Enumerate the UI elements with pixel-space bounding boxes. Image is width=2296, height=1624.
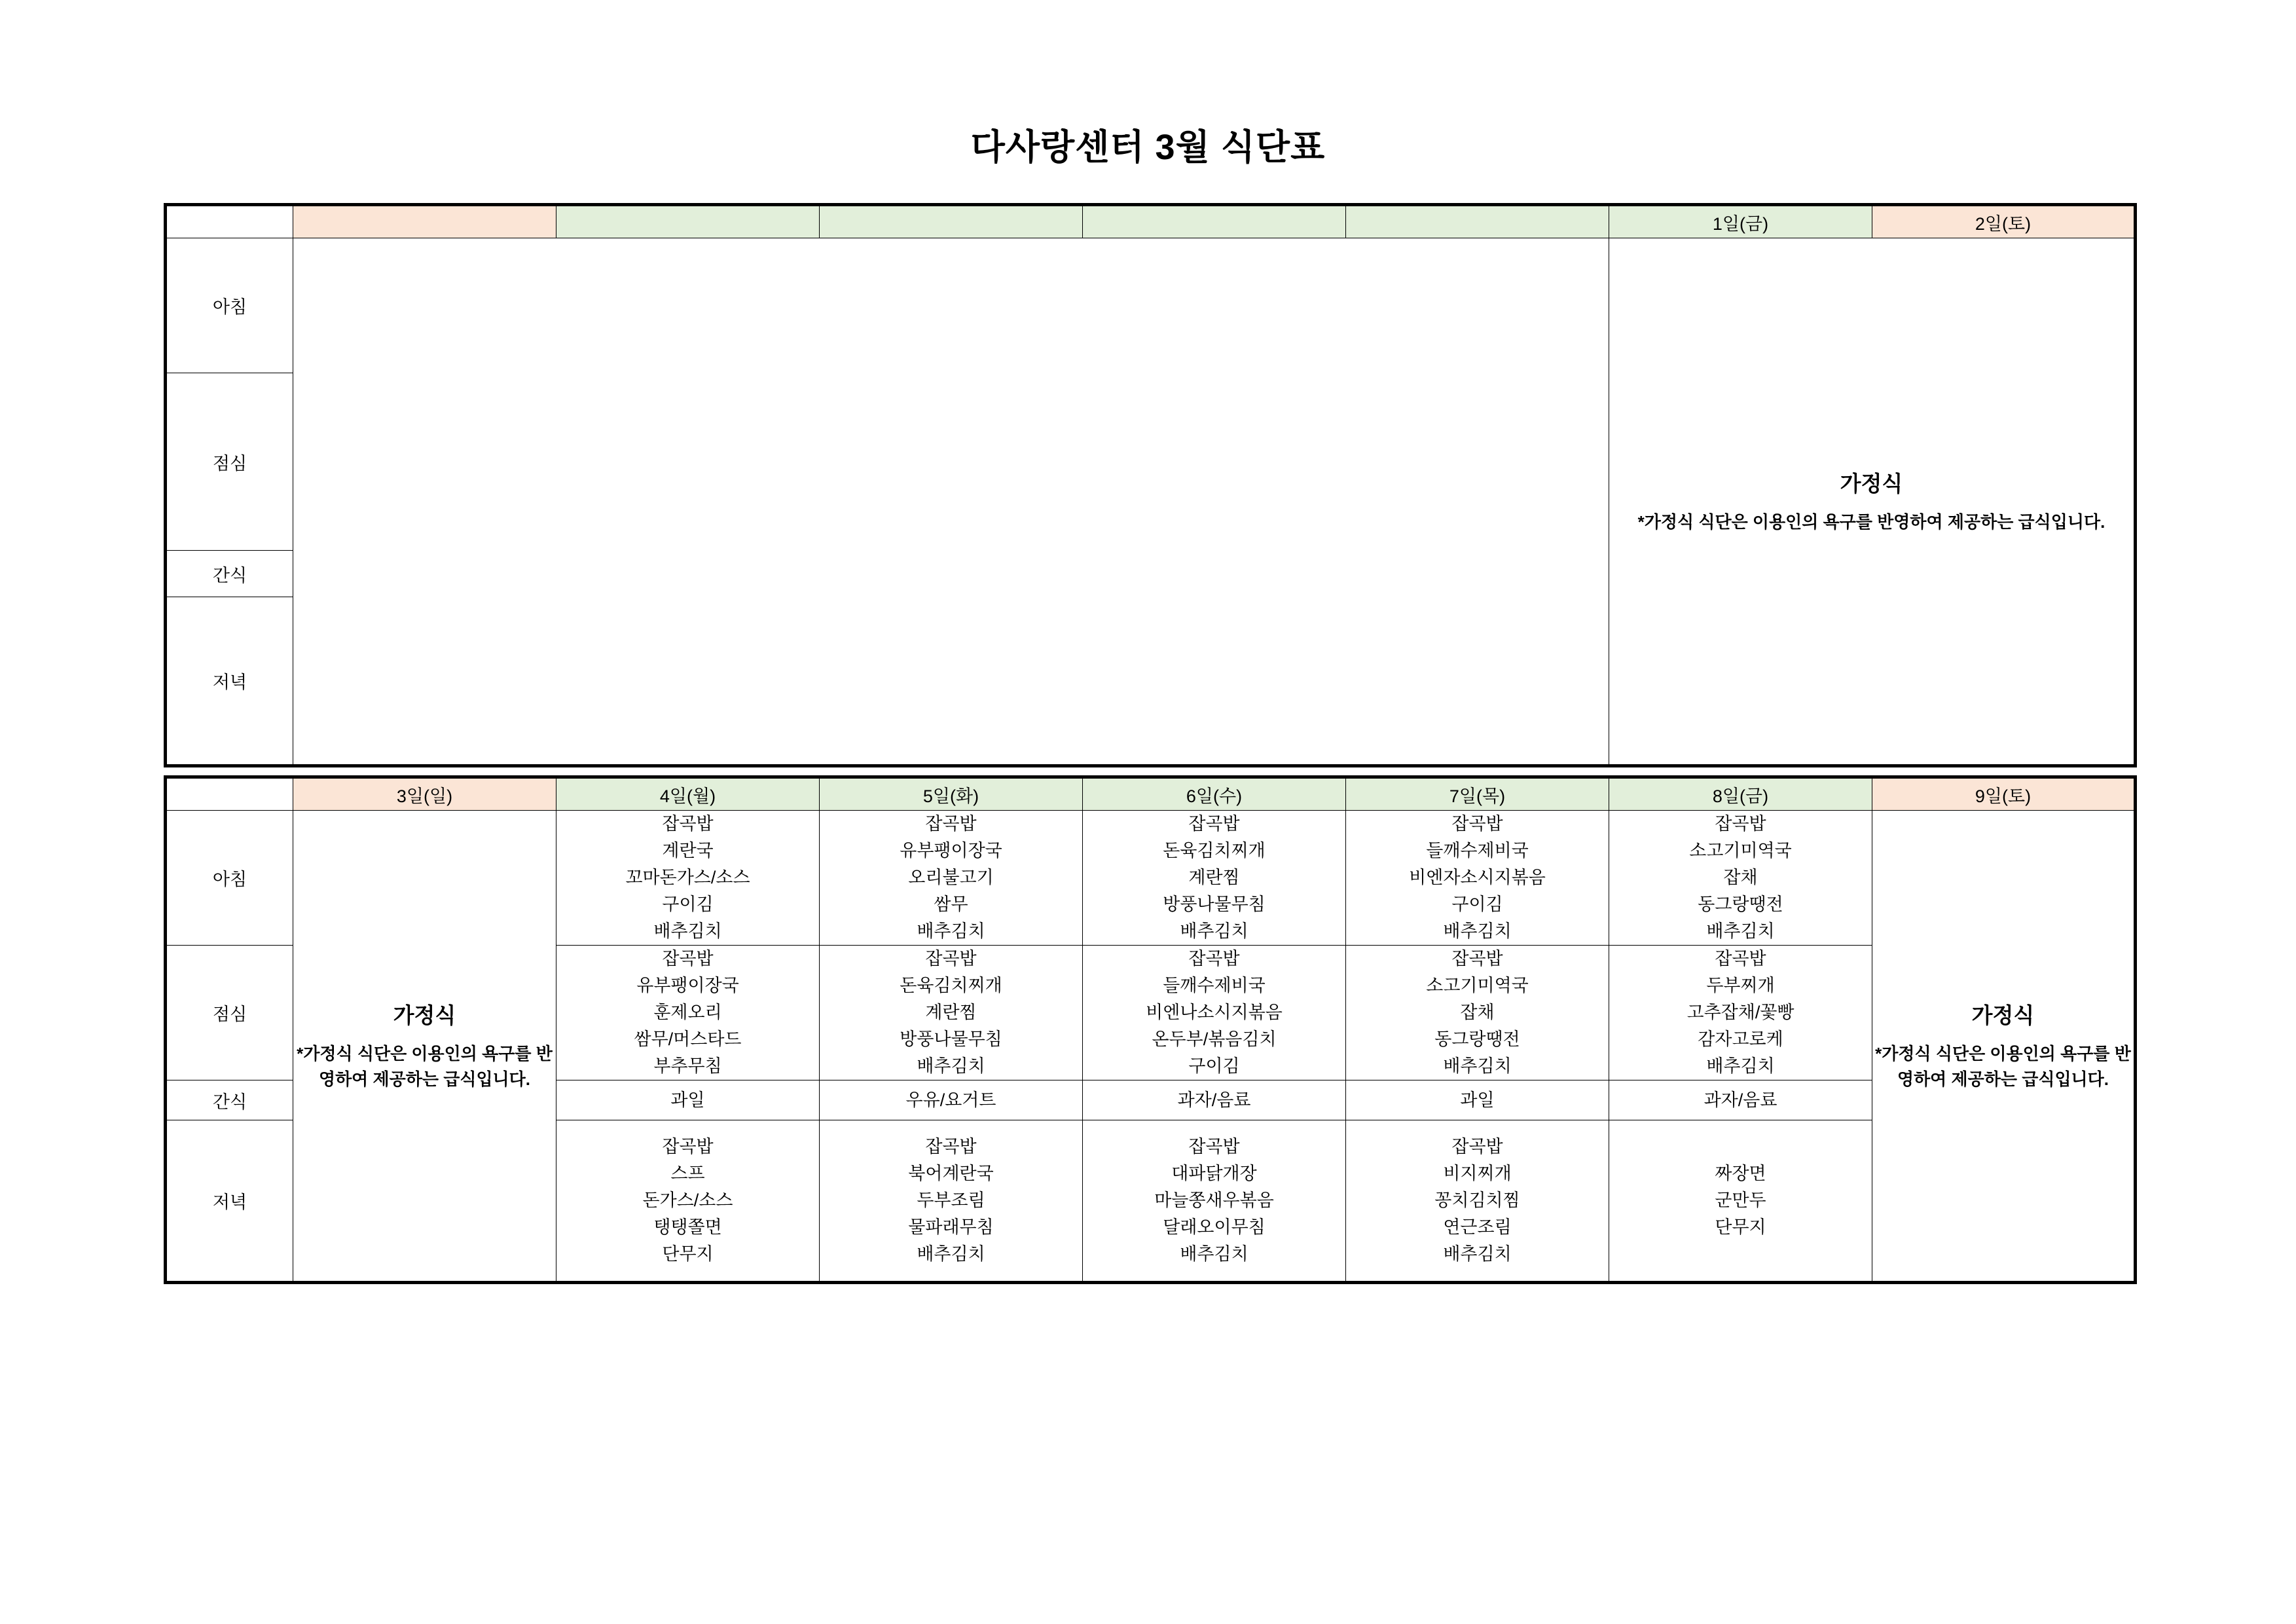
menu-table-week-1 xyxy=(164,203,2137,767)
home-meal-block-week-1 xyxy=(1609,238,2136,766)
menu-cell-lunch-day-6: 잡곡밥 들깨수제비국 비엔나소시지볶음 온두부/볶음김치 구이김 xyxy=(1083,946,1346,1080)
menu-cell-lunch-day-4: 잡곡밥 유부팽이장국 훈제오리 쌈무/머스타드 부추무침 xyxy=(556,946,820,1080)
home-meal-note: *가정식 식단은 이용인의 욕구를 반영하여 제공하는 급식입니다. xyxy=(1637,511,2105,532)
menu-cell-snack-day-6: 과자/음료 xyxy=(1083,1080,1346,1120)
empty-block-week-1 xyxy=(293,238,1609,766)
home-meal-note-day-9: *가정식 식단은 이용인의 욕구를 반영하여 제공하는 급식입니다. xyxy=(1875,1043,2131,1089)
row-label-lunch-2: 점심 xyxy=(166,946,293,1080)
row-label-dinner: 저녁 xyxy=(166,597,293,766)
menu-cell-dinner-day-5: 잡곡밥 북어계란국 두부조림 물파래무침 배추김치 xyxy=(820,1120,1083,1283)
row-label-breakfast: 아침 xyxy=(166,238,293,373)
menu-cell-dinner-day-7: 잡곡밥 비지찌개 꽁치김치찜 연근조림 배추김치 xyxy=(1346,1120,1609,1283)
header-day-thu xyxy=(1346,205,1609,238)
home-meal-title-day-3: 가정식 xyxy=(393,1003,456,1028)
menu-cell-breakfast-day-4: 잡곡밥 계란국 꼬마돈가스/소스 구이김 배추김치 xyxy=(556,811,820,946)
menu-cell-dinner-day-4: 잡곡밥 스프 돈가스/소스 탱탱쫄면 단무지 xyxy=(556,1120,820,1283)
row-label-breakfast-2: 아침 xyxy=(166,811,293,946)
header-day-8: 8일(금) xyxy=(1609,777,1872,811)
header-day-6: 6일(수) xyxy=(1083,777,1346,811)
header-day-fri: 1일(금) xyxy=(1609,205,1872,238)
menu-cell-lunch-day-5: 잡곡밥 돈육김치찌개 계란찜 방풍나물무침 배추김치 xyxy=(820,946,1083,1080)
menu-cell-lunch-day-8: 잡곡밥 두부찌개 고추잡채/꽃빵 감자고로케 배추김치 xyxy=(1609,946,1872,1080)
header-day-sat: 2일(토) xyxy=(1872,205,2136,238)
row-label-dinner-2: 저녁 xyxy=(166,1120,293,1283)
home-meal-note-day-3: *가정식 식단은 이용인의 욕구를 반영하여 제공하는 급식입니다. xyxy=(297,1043,553,1089)
menu-cell-snack-day-7: 과일 xyxy=(1346,1080,1609,1120)
home-meal-title-day-9: 가정식 xyxy=(1971,1003,2035,1028)
menu-tables-container xyxy=(164,203,2134,1284)
menu-cell-dinner-day-8: 짜장면 군만두 단무지 xyxy=(1609,1120,1872,1283)
table-row-breakfast-week-2 xyxy=(166,811,2136,946)
header-day-mon xyxy=(556,205,820,238)
home-meal-block-day-3 xyxy=(293,811,556,1283)
menu-cell-snack-day-8: 과자/음료 xyxy=(1609,1080,1872,1120)
header-corner-cell xyxy=(166,205,293,238)
header-day-sun xyxy=(293,205,556,238)
row-label-lunch: 점심 xyxy=(166,373,293,551)
row-label-snack-2: 간식 xyxy=(166,1080,293,1120)
header-day-wed xyxy=(1083,205,1346,238)
table-header-row-week-2 xyxy=(166,777,2136,811)
menu-cell-dinner-day-6: 잡곡밥 대파닭개장 마늘쫑새우볶음 달래오이무침 배추김치 xyxy=(1083,1120,1346,1283)
table-row-breakfast-week-1 xyxy=(166,238,2136,373)
menu-cell-breakfast-day-7: 잡곡밥 들깨수제비국 비엔자소시지볶음 구이김 배추김치 xyxy=(1346,811,1609,946)
menu-cell-snack-day-4: 과일 xyxy=(556,1080,820,1120)
page-title: 다사랑센터 3월 식단표 xyxy=(970,128,1326,167)
menu-cell-breakfast-day-5: 잡곡밥 유부팽이장국 오리불고기 쌈무 배추김치 xyxy=(820,811,1083,946)
header-day-4: 4일(월) xyxy=(556,777,820,811)
header-day-5: 5일(화) xyxy=(820,777,1083,811)
menu-cell-breakfast-day-8: 잡곡밥 소고기미역국 잡채 동그랑땡전 배추김치 xyxy=(1609,811,1872,946)
row-label-snack: 간식 xyxy=(166,551,293,597)
menu-cell-breakfast-day-6: 잡곡밥 돈육김치찌개 계란찜 방풍나물무침 배추김치 xyxy=(1083,811,1346,946)
home-meal-title: 가정식 xyxy=(1840,471,1903,496)
header-corner-cell-2 xyxy=(166,777,293,811)
table-header-row-week-1 xyxy=(166,205,2136,238)
home-meal-block-day-9 xyxy=(1872,811,2136,1283)
header-day-9: 9일(토) xyxy=(1872,777,2136,811)
header-day-3: 3일(일) xyxy=(293,777,556,811)
menu-cell-snack-day-5: 우유/요거트 xyxy=(820,1080,1083,1120)
header-day-tue xyxy=(820,205,1083,238)
menu-table-week-2 xyxy=(164,775,2137,1284)
menu-cell-lunch-day-7: 잡곡밥 소고기미역국 잡채 동그랑땡전 배추김치 xyxy=(1346,946,1609,1080)
header-day-7: 7일(목) xyxy=(1346,777,1609,811)
